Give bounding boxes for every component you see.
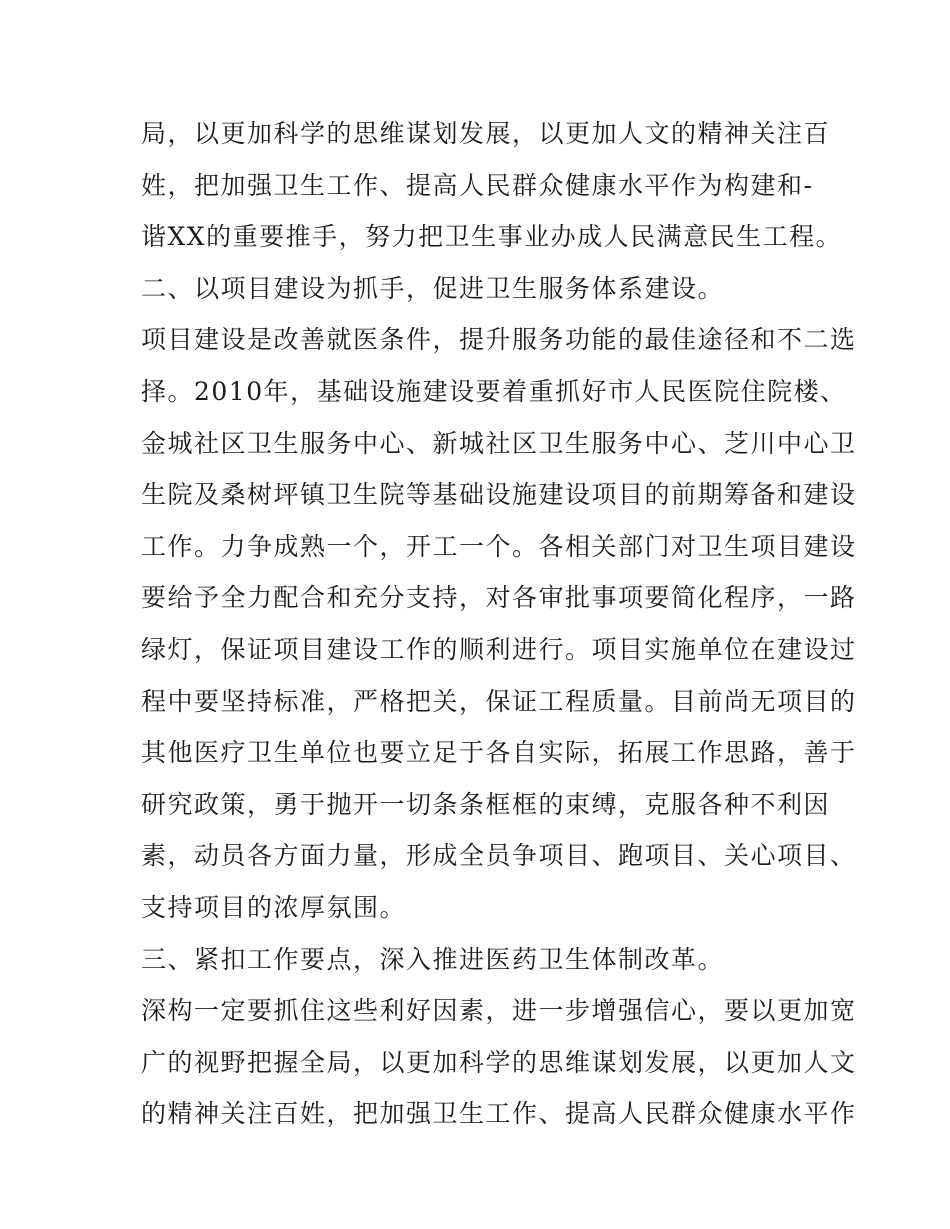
- paragraph-line: 谐XX的重要推手，努力把卫生事业办成人民满意民生工程。: [141, 222, 843, 252]
- section-heading: 三、紧扣工作要点，深入推进医药卫生体制改革。: [141, 944, 725, 974]
- paragraph-line: 项目建设是改善就医条件，提升服务功能的最佳途径和不二选: [141, 325, 857, 355]
- document-body: [141, 108, 857, 1140]
- paragraph-line: 金城社区卫生服务中心、新城社区卫生服务中心、芝川中心卫: [141, 428, 857, 458]
- paragraph-line: 的精神关注百姓，把加强卫生工作、提高人民群众健康水平作: [141, 1099, 857, 1129]
- section-heading: 二、以项目建设为抓手，促进卫生服务体系建设。: [141, 273, 725, 303]
- paragraph-line: 深构一定要抓住这些利好因素，进一步增强信心，要以更加宽: [141, 996, 857, 1026]
- paragraph-line: 姓，把加强卫生工作、提高人民群众健康水平作为构建和-: [141, 170, 814, 200]
- paragraph-line: 局，以更加科学的思维谋划发展，以更加人文的精神关注百: [141, 119, 831, 148]
- paragraph-line: 绿灯，保证项目建设工作的顺利进行。项目实施单位在建设过: [141, 634, 857, 664]
- paragraph-line: 广的视野把握全局，以更加科学的思维谋划发展，以更加人文: [141, 1047, 857, 1077]
- paragraph-line: 程中要坚持标准，严格把关，保证工程质量。目前尚无项目的: [141, 686, 857, 716]
- paragraph-line: 择。2010年，基础设施建设要着重抓好市人民医院住院楼、: [141, 376, 847, 406]
- paragraph-line: 要给予全力配合和充分支持，对各审批事项要简化程序，一路: [141, 583, 857, 613]
- paragraph-line: 其他医疗卫生单位也要立足于各自实际，拓展工作思路，善于: [141, 738, 857, 768]
- paragraph-line: 工作。力争成熟一个，开工一个。各相关部门对卫生项目建设: [141, 531, 857, 561]
- paragraph-line: 研究政策，勇于抛开一切条条框框的束缚，克服各种不利因: [141, 789, 831, 819]
- paragraph-line: 生院及桑树坪镇卫生院等基础设施建设项目的前期筹备和建设: [141, 480, 857, 510]
- paragraph-line: 支持项目的浓厚氛围。: [141, 892, 407, 922]
- paragraph-line: 素，动员各方面力量，形成全员争项目、跑项目、关心项目、: [141, 841, 857, 871]
